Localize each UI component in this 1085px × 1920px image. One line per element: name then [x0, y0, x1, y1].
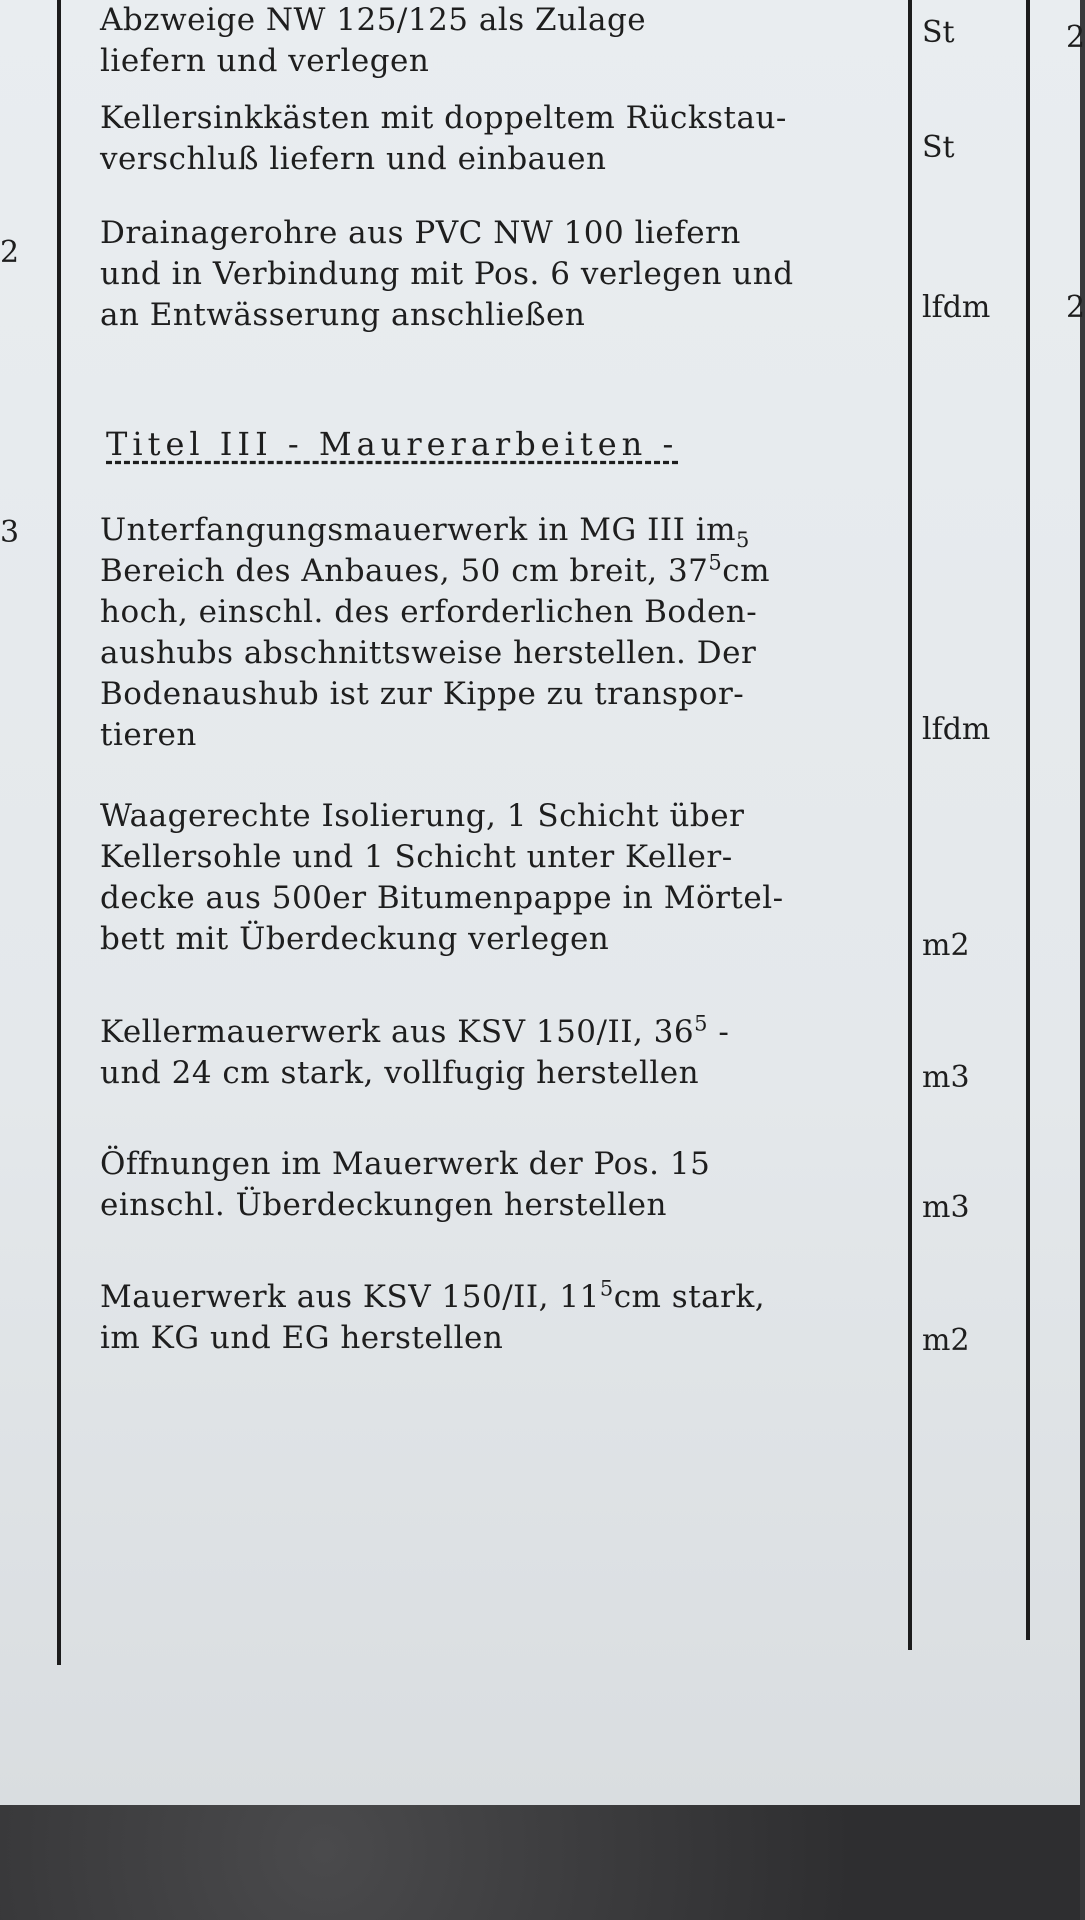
superscript: 5 — [694, 1011, 708, 1036]
item-abzweige: Abzweige NW 125/125 als Zulage liefern und verlegen — [100, 2, 647, 79]
unit-kellersinkkaesten: St — [922, 130, 955, 165]
unit-oeffnungen: m3 — [922, 1190, 970, 1225]
superscript: 5 — [599, 1276, 614, 1301]
position-edge-drainage: 2 — [0, 235, 20, 270]
item-drainagerohre: Drainagerohre aus PVC NW 100 liefern und in Verbindung mit Pos. 6 verlegen und an Entwässerung anschließen — [100, 215, 794, 333]
left-column-rule — [57, 0, 61, 1665]
item-unterfangungsmauerwerk — [100, 510, 920, 756]
quantity-edge-drainage: 2 — [1066, 290, 1085, 325]
item-mauerwerk — [100, 1277, 920, 1359]
remaining-lines: hoch, einschl. des erforderlichen Boden- aushubs abschnittsweise herstellen. Der Bodenaushub ist zur Kippe zu transpor- tieren — [100, 594, 758, 753]
line-2: im KG und EG herstellen — [100, 1320, 504, 1356]
quantity-edge-abzweige: 2 — [1066, 20, 1085, 55]
unit-unterfangungsmauerwerk: lfdm — [922, 712, 991, 747]
item-kellermauerwerk — [100, 1012, 920, 1094]
item-waagerechte-isolierung: Waagerechte Isolierung, 1 Schicht über Kellersohle und 1 Schicht unter Keller- decke aus 500er Bitumenpappe in Mörtel- bett mit Überdeckung verlegen — [100, 798, 784, 957]
section-title: Titel III - Maurerarbeiten - — [106, 425, 679, 463]
line-2-unit: cm — [722, 553, 771, 589]
unit-abzweige: St — [922, 15, 955, 50]
line-2: Bereich des Anbaues, 50 cm breit, 37 — [100, 553, 709, 589]
item-oeffnungen: Öffnungen im Mauerwerk der Pos. 15 einschl. Überdeckungen herstellen — [100, 1146, 711, 1223]
item-kellersinkkaesten: Kellersinkkästen mit doppeltem Rückstau- verschluß liefern und einbauen — [100, 100, 787, 177]
position-edge-unterfangung: 3 — [0, 515, 20, 550]
unit-column-rule-right — [1026, 0, 1030, 1640]
unit-mauerwerk: m2 — [922, 1323, 970, 1358]
line-2: und 24 cm stark, vollfugig herstellen — [100, 1055, 700, 1091]
line-1: Kellermauerwerk aus KSV 150/II, 36 — [100, 1014, 695, 1050]
unit-waagerechte-isolierung: m2 — [922, 928, 970, 963]
line-1-dash: - — [708, 1014, 730, 1050]
unit-kellermauerwerk: m3 — [922, 1060, 970, 1095]
background-surface — [0, 1805, 1080, 1920]
unit-drainagerohre: lfdm — [922, 290, 991, 325]
superscript: 5 — [708, 550, 723, 575]
line-1: Unterfangungsmauerwerk in MG III im — [100, 512, 737, 548]
subscript: 5 — [736, 528, 750, 553]
line-1-rest: cm stark, — [613, 1279, 766, 1315]
line-1: Mauerwerk aus KSV 150/II, 11 — [100, 1279, 600, 1315]
